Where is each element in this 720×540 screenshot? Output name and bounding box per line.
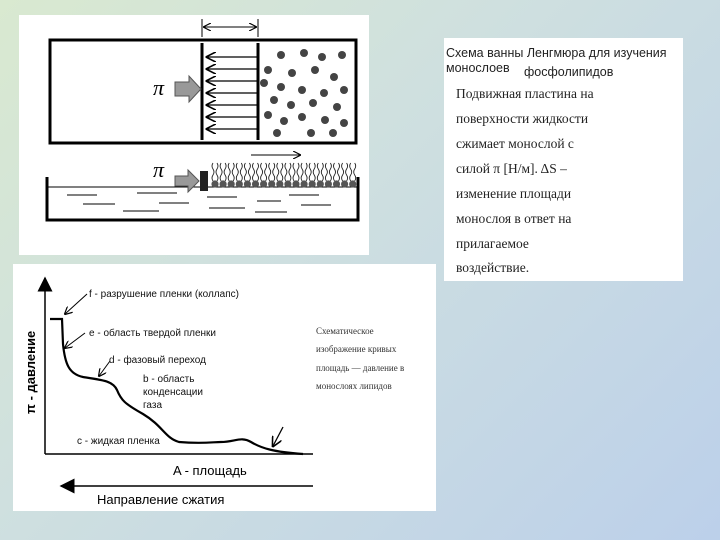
lipid-tail (342, 163, 344, 181)
lipid-head (349, 180, 356, 187)
lipid-tail (244, 163, 246, 181)
lipid-tail (257, 163, 259, 181)
lipid-molecules-top-view (260, 49, 348, 137)
force-arrow-side (175, 170, 199, 192)
caption-title-line2a: монослоев (446, 61, 510, 75)
lipid-head (325, 180, 332, 187)
lipid-tail (232, 163, 234, 181)
lipid-head (276, 180, 283, 187)
label-b-line1: b - область (143, 374, 195, 385)
lipid-tail (285, 163, 287, 181)
lipid-tail (293, 163, 295, 181)
caption-line-1: Подвижная пластина на (456, 86, 594, 101)
water-dashes (67, 193, 331, 212)
lipid-head (244, 180, 251, 187)
pointer-e (65, 333, 85, 348)
lipid-tail (228, 163, 230, 181)
side-caption-line2: изображение кривых (316, 344, 397, 354)
y-axis-label: π - давление (23, 330, 38, 414)
lipid-head (220, 180, 227, 187)
lipid-head (211, 180, 218, 187)
lipid-tail (220, 163, 222, 181)
lipid-head (341, 180, 348, 187)
lipid-tail (309, 163, 311, 181)
lipid-tail (224, 163, 226, 181)
caption-line-7: прилагаемое (456, 236, 529, 251)
label-c-liquid-film: c - жидкая пленка (77, 436, 160, 447)
lipid-tail (240, 163, 242, 181)
lipid-head (301, 180, 308, 187)
lipid-tail (338, 163, 340, 181)
caption-line-2: поверхности жидкости (456, 111, 589, 126)
compression-arrows (207, 57, 257, 129)
caption-line-6: монослоя в ответ на (456, 211, 572, 226)
lipid-head (284, 180, 291, 187)
lipid-head (333, 180, 340, 187)
barrier-side-view (200, 171, 208, 191)
lipid-tail (216, 163, 218, 181)
side-caption-line4: монослоях липидов (316, 381, 392, 391)
side-caption-line3: площадь — давление в (316, 363, 405, 373)
caption-line-5: изменение площади (456, 186, 572, 201)
lipid-tail (329, 163, 331, 181)
lipid-tail (305, 163, 307, 181)
lipid-tail (334, 163, 336, 181)
side-caption-line1: Схематическое (316, 326, 374, 336)
lipid-tail (301, 163, 303, 181)
label-b-line3: газа (143, 400, 163, 411)
lipid-tail (236, 163, 238, 181)
label-e-solid-film: e - область твердой пленки (89, 328, 216, 339)
label-d-phase-transition: d - фазовый переход (109, 355, 206, 366)
label-f-collapse: f - разрушение пленки (коллапс) (89, 289, 239, 300)
lipid-tail (321, 163, 323, 181)
lipid-tail (289, 163, 291, 181)
x-axis-label: A - площадь (173, 463, 247, 478)
lipid-tail (212, 163, 214, 181)
lipid-tail (265, 163, 267, 181)
caption-title-line2b: фосфолипидов (524, 65, 614, 79)
lipid-molecules-side-view (211, 163, 356, 188)
pointer-gas (273, 427, 283, 446)
pi-symbol-top: π (153, 75, 165, 100)
lipid-tail (313, 163, 315, 181)
lipid-head (317, 180, 324, 187)
lipid-tail (261, 163, 263, 181)
pointer-f (65, 294, 87, 314)
lipid-head (292, 180, 299, 187)
lipid-head (228, 180, 235, 187)
lipid-tail (317, 163, 319, 181)
isotherm-graph-panel (13, 264, 436, 511)
lipid-tail (269, 163, 271, 181)
compression-direction-label: Направление сжатия (97, 492, 225, 507)
lipid-tail (350, 163, 352, 181)
lipid-tail (325, 163, 327, 181)
pi-symbol-side: π (153, 157, 165, 182)
caption-title-line1: Схема ванны Ленгмюра для изучения (446, 46, 667, 60)
lipid-tail (248, 163, 250, 181)
langmuir-trough-diagram (19, 15, 369, 255)
lipid-tail (346, 163, 348, 181)
lipid-tail (354, 163, 356, 181)
lipid-tail (281, 163, 283, 181)
lipid-head (309, 180, 316, 187)
caption-line-8: воздействие. (456, 260, 530, 275)
description-panel (444, 38, 683, 281)
lipid-tail (273, 163, 275, 181)
lipid-head (268, 180, 275, 187)
caption-line-4: силой π [Н/м]. ΔS – (456, 161, 567, 176)
lipid-tail (297, 163, 299, 181)
langmuir-trough-panel (19, 15, 369, 255)
lipid-tail (277, 163, 279, 181)
caption-line-3: сжимает монослой с (456, 136, 574, 151)
lipid-head (236, 180, 243, 187)
lipid-head (252, 180, 259, 187)
label-b-line2: конденсации (143, 387, 203, 398)
lipid-head (260, 180, 267, 187)
force-arrow-top (175, 76, 201, 102)
lipid-tail (253, 163, 255, 181)
delta-s-dimension (202, 19, 258, 37)
